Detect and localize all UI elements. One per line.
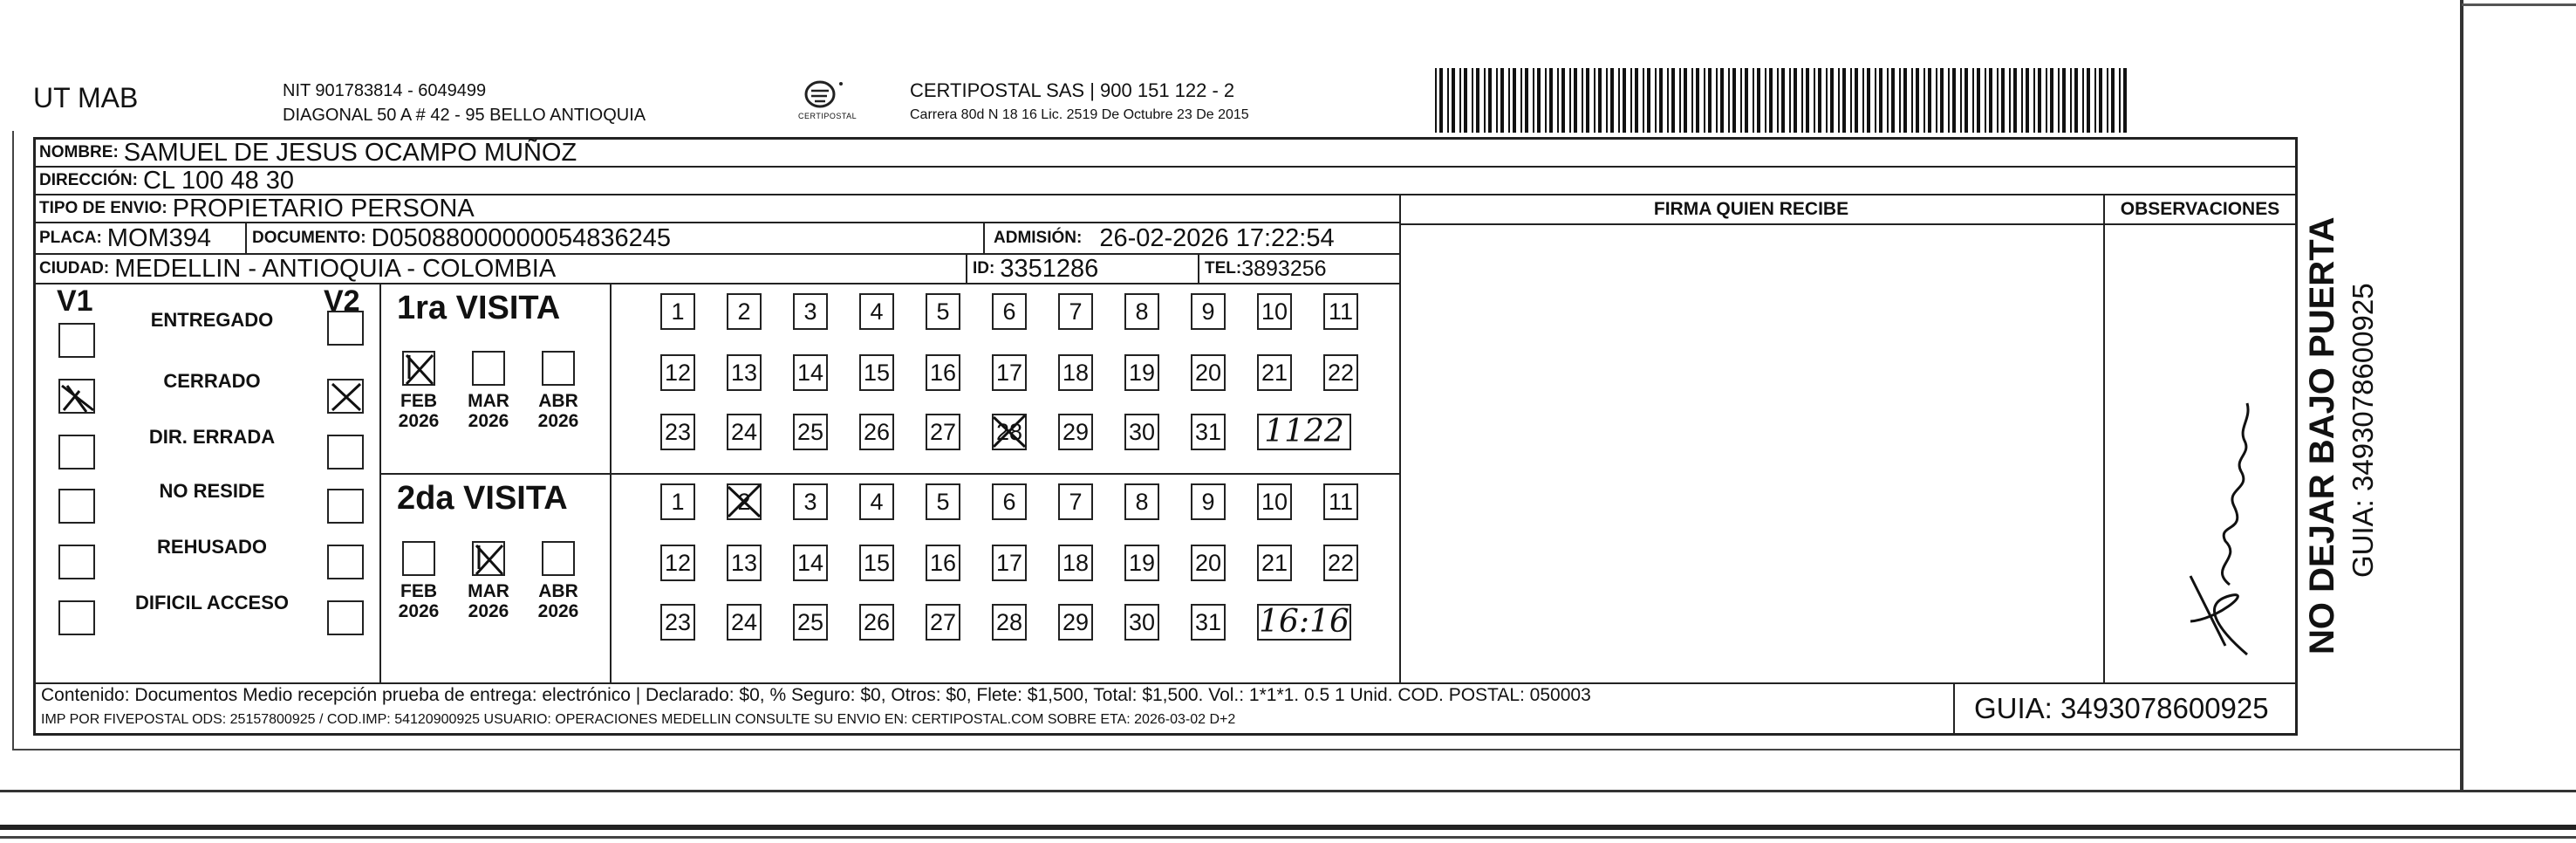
sender-nit: NIT 901783814 - 6049499 xyxy=(283,81,487,100)
day-box[interactable]: 8 xyxy=(1124,293,1159,330)
month-name: FEB xyxy=(400,581,437,601)
bottom-edge-line-thick xyxy=(0,825,2576,830)
admision-value: 26-02-2026 17:22:54 xyxy=(1099,223,1335,252)
day-box[interactable]: 18 xyxy=(1058,545,1093,581)
month-checkbox[interactable] xyxy=(472,541,505,576)
day-box[interactable]: 10 xyxy=(1257,483,1292,520)
day-box[interactable]: 31 xyxy=(1191,604,1226,641)
day-box[interactable]: 16 xyxy=(926,354,960,391)
x-mark-icon xyxy=(474,543,507,578)
status-label: ENTREGADO xyxy=(150,309,274,331)
v1-checkbox[interactable] xyxy=(58,489,95,524)
month-year: 2026 xyxy=(537,601,579,621)
day-box[interactable]: 6 xyxy=(992,483,1027,520)
day-box[interactable]: 24 xyxy=(727,604,762,641)
day-box[interactable]: 22 xyxy=(1323,354,1358,391)
row-nombre xyxy=(36,140,2295,168)
day-box[interactable]: 28 xyxy=(992,414,1027,450)
v2-checkbox[interactable] xyxy=(327,379,364,414)
day-box[interactable]: 12 xyxy=(660,545,695,581)
v1-checkbox[interactable] xyxy=(58,379,95,414)
day-box[interactable]: 22 xyxy=(1323,545,1358,581)
footer-print-line: IMP POR FIVEPOSTAL ODS: 25157800925 / COD.IMP: 54120900925 USUARIO: OPERACIONES MEDELLIN CONSULTE SU ENVIO EN: CERTIPOSTAL.COM SOBRE ETA: 2026-03-02 D+2 xyxy=(41,712,1236,727)
day-box[interactable]: 2 xyxy=(727,293,762,330)
day-box[interactable]: 25 xyxy=(793,604,828,641)
month-label xyxy=(531,581,585,621)
month-year: 2026 xyxy=(468,411,509,431)
x-mark-icon xyxy=(404,353,437,387)
day-box[interactable]: 17 xyxy=(992,354,1027,391)
documento-label: DOCUMENTO: xyxy=(252,229,366,247)
day-box[interactable]: 27 xyxy=(926,414,960,450)
month-checkbox[interactable] xyxy=(402,541,435,576)
day-box[interactable]: 4 xyxy=(859,293,894,330)
month-label xyxy=(531,391,585,431)
row-tipo-envio xyxy=(36,195,1399,223)
tipo-label: TIPO DE ENVIO: xyxy=(39,199,167,217)
day-box[interactable]: 7 xyxy=(1058,483,1093,520)
barcode xyxy=(1435,68,2130,133)
logo-caption: CERTIPOSTAL xyxy=(798,112,858,120)
day-box[interactable]: 12 xyxy=(660,354,695,391)
month-year: 2026 xyxy=(537,411,579,431)
day-box[interactable]: 27 xyxy=(926,604,960,641)
handwritten-time: 16:16 xyxy=(1257,604,1351,641)
status-label: NO RESIDE xyxy=(159,480,265,502)
page-right-edge xyxy=(2460,0,2463,790)
day-box[interactable]: 14 xyxy=(793,354,828,391)
v2-checkbox[interactable] xyxy=(327,545,364,579)
visit-title: 2da VISITA xyxy=(397,480,568,517)
day-box[interactable]: 10 xyxy=(1257,293,1292,330)
day-box[interactable]: 13 xyxy=(727,354,762,391)
guia-number: GUIA: 3493078600925 xyxy=(1953,684,2300,733)
v1-checkbox[interactable] xyxy=(58,435,95,469)
month-name: FEB xyxy=(400,391,437,411)
day-box[interactable]: 26 xyxy=(859,414,894,450)
day-box[interactable]: 19 xyxy=(1124,545,1159,581)
delivery-form xyxy=(33,137,2298,736)
month-year: 2026 xyxy=(398,411,440,431)
unit-code: UT MAB xyxy=(33,82,139,113)
scan-top-edge xyxy=(0,0,2576,12)
day-box[interactable]: 9 xyxy=(1191,483,1226,520)
v2-checkbox[interactable] xyxy=(327,600,364,635)
day-box[interactable]: 20 xyxy=(1191,354,1226,391)
company-name: CERTIPOSTAL SAS | 900 151 122 - 2 xyxy=(910,79,1235,101)
day-box[interactable]: 30 xyxy=(1124,604,1159,641)
day-box[interactable]: 21 xyxy=(1257,354,1292,391)
month-year: 2026 xyxy=(398,601,440,621)
company-license: Carrera 80d N 18 16 Lic. 2519 De Octubre 23 De 2015 xyxy=(910,107,1249,122)
tipo-value: PROPIETARIO PERSONA xyxy=(172,194,475,223)
month-name: MAR xyxy=(468,581,509,601)
day-box[interactable]: 23 xyxy=(660,604,695,641)
bottom-edge-line xyxy=(0,790,2576,792)
row-placa xyxy=(36,223,1399,255)
month-checkbox[interactable] xyxy=(542,351,575,386)
page-right-top-edge xyxy=(2462,3,2576,6)
day-box[interactable]: 5 xyxy=(926,293,960,330)
day-box[interactable]: 31 xyxy=(1191,414,1226,450)
month-label xyxy=(461,581,516,621)
v1-checkbox[interactable] xyxy=(58,600,95,635)
outer-frame-bottom xyxy=(12,749,2460,750)
day-box[interactable]: 29 xyxy=(1058,604,1093,641)
day-box[interactable]: 8 xyxy=(1124,483,1159,520)
tel-label: TEL: xyxy=(1205,259,1242,278)
day-box[interactable]: 30 xyxy=(1124,414,1159,450)
day-box[interactable]: 29 xyxy=(1058,414,1093,450)
day-box[interactable]: 6 xyxy=(992,293,1027,330)
day-box[interactable]: 17 xyxy=(992,545,1027,581)
placa-label: PLACA: xyxy=(39,229,102,247)
observaciones-header: OBSERVACIONES xyxy=(2120,199,2280,219)
day-box[interactable]: 24 xyxy=(727,414,762,450)
status-label: REHUSADO xyxy=(157,536,267,558)
day-box[interactable]: 18 xyxy=(1058,354,1093,391)
day-mark-icon xyxy=(990,412,1028,452)
id-label: ID: xyxy=(973,259,995,278)
row-ciudad xyxy=(36,255,1399,284)
placa-value: MOM394 xyxy=(106,223,212,252)
day-box[interactable]: 14 xyxy=(793,545,828,581)
handwritten-time: 1122 xyxy=(1257,414,1351,450)
observaciones-divider xyxy=(2103,195,2105,684)
visit-title: 1ra VISITA xyxy=(397,290,561,326)
status-label: CERRADO xyxy=(163,370,261,392)
day-box[interactable]: 23 xyxy=(660,414,695,450)
firma-divider xyxy=(1399,195,1401,684)
day-box[interactable]: 15 xyxy=(859,354,894,391)
day-box[interactable]: 1 xyxy=(660,293,695,330)
day-box[interactable]: 16 xyxy=(926,545,960,581)
direccion-value: CL 100 48 30 xyxy=(142,166,295,195)
month-name: ABR xyxy=(538,391,578,411)
month-year: 2026 xyxy=(468,601,509,621)
day-box[interactable]: 28 xyxy=(992,604,1027,641)
sender-address: DIAGONAL 50 A # 42 - 95 BELLO ANTIOQUIA xyxy=(283,106,646,125)
nombre-value: SAMUEL DE JESUS OCAMPO MUÑOZ xyxy=(123,138,577,167)
day-box[interactable]: 26 xyxy=(859,604,894,641)
month-label xyxy=(392,581,446,621)
footer-content-line: Contenido: Documentos Medio recepción prueba de entrega: electrónico | Declarado: $0, % Seguro: $0, Otros: $0, Flete: $1,500, Total: $1,500. Vol.: 1*1*1. 0.5 1 Unid. COD. POSTAL: 050003 xyxy=(41,685,1591,705)
month-name: MAR xyxy=(468,391,509,411)
bottom-edge-line-thin xyxy=(0,836,2576,839)
nombre-label: NOMBRE: xyxy=(39,143,119,161)
day-box[interactable]: 7 xyxy=(1058,293,1093,330)
company-info xyxy=(910,79,1249,127)
day-box[interactable]: 2 xyxy=(727,483,762,520)
ciudad-value: MEDELLIN - ANTIOQUIA - COLOMBIA xyxy=(114,254,557,283)
month-label xyxy=(392,391,446,431)
recipient-signature xyxy=(2164,393,2269,672)
day-box[interactable]: 9 xyxy=(1191,293,1226,330)
row-direccion xyxy=(36,168,2295,195)
day-box[interactable]: 25 xyxy=(793,414,828,450)
v2-checkbox[interactable] xyxy=(327,311,364,346)
x-mark-icon xyxy=(329,380,366,415)
v1-checkbox[interactable] xyxy=(58,323,95,358)
day-box[interactable]: 11 xyxy=(1323,293,1358,330)
firma-header: FIRMA QUIEN RECIBE xyxy=(1653,199,1849,219)
v2-checkbox[interactable] xyxy=(327,435,364,469)
admision-label: ADMISIÓN: xyxy=(994,229,1083,247)
direccion-label: DIRECCIÓN: xyxy=(39,171,138,189)
day-mark-icon xyxy=(725,482,763,522)
outer-frame-left xyxy=(12,131,14,750)
day-box[interactable]: 13 xyxy=(727,545,762,581)
day-box[interactable]: 3 xyxy=(793,293,828,330)
day-box[interactable]: 4 xyxy=(859,483,894,520)
v2-label: V2 xyxy=(324,284,360,318)
status-label: DIR. ERRADA xyxy=(148,426,276,448)
month-label xyxy=(461,391,516,431)
month-checkbox[interactable] xyxy=(472,351,505,386)
v2-checkbox[interactable] xyxy=(327,489,364,524)
v1-checkbox[interactable] xyxy=(58,545,95,579)
side-guia: GUIA: 3493078600925 xyxy=(2347,283,2379,578)
tel-value: 3893256 xyxy=(1241,256,1327,281)
day-box[interactable]: 11 xyxy=(1323,483,1358,520)
day-box[interactable]: 19 xyxy=(1124,354,1159,391)
month-checkbox[interactable] xyxy=(542,541,575,576)
day-box[interactable]: 3 xyxy=(793,483,828,520)
ciudad-label: CIUDAD: xyxy=(39,259,110,278)
side-warning: NO DEJAR BAJO PUERTA xyxy=(2303,216,2341,655)
sender-info xyxy=(283,79,646,127)
check-mark-icon xyxy=(60,380,97,415)
checklist-panel xyxy=(36,284,1399,682)
documento-value: D05088000000054836245 xyxy=(371,223,672,252)
day-box[interactable]: 1 xyxy=(660,483,695,520)
id-value: 3351286 xyxy=(1000,254,1099,283)
day-box[interactable]: 21 xyxy=(1257,545,1292,581)
day-box[interactable]: 20 xyxy=(1191,545,1226,581)
v1-label: V1 xyxy=(57,284,93,318)
month-checkbox[interactable] xyxy=(402,351,435,386)
day-box[interactable]: 5 xyxy=(926,483,960,520)
month-name: ABR xyxy=(538,581,578,601)
status-label: DIFICIL ACCESO xyxy=(134,592,289,613)
day-box[interactable]: 15 xyxy=(859,545,894,581)
